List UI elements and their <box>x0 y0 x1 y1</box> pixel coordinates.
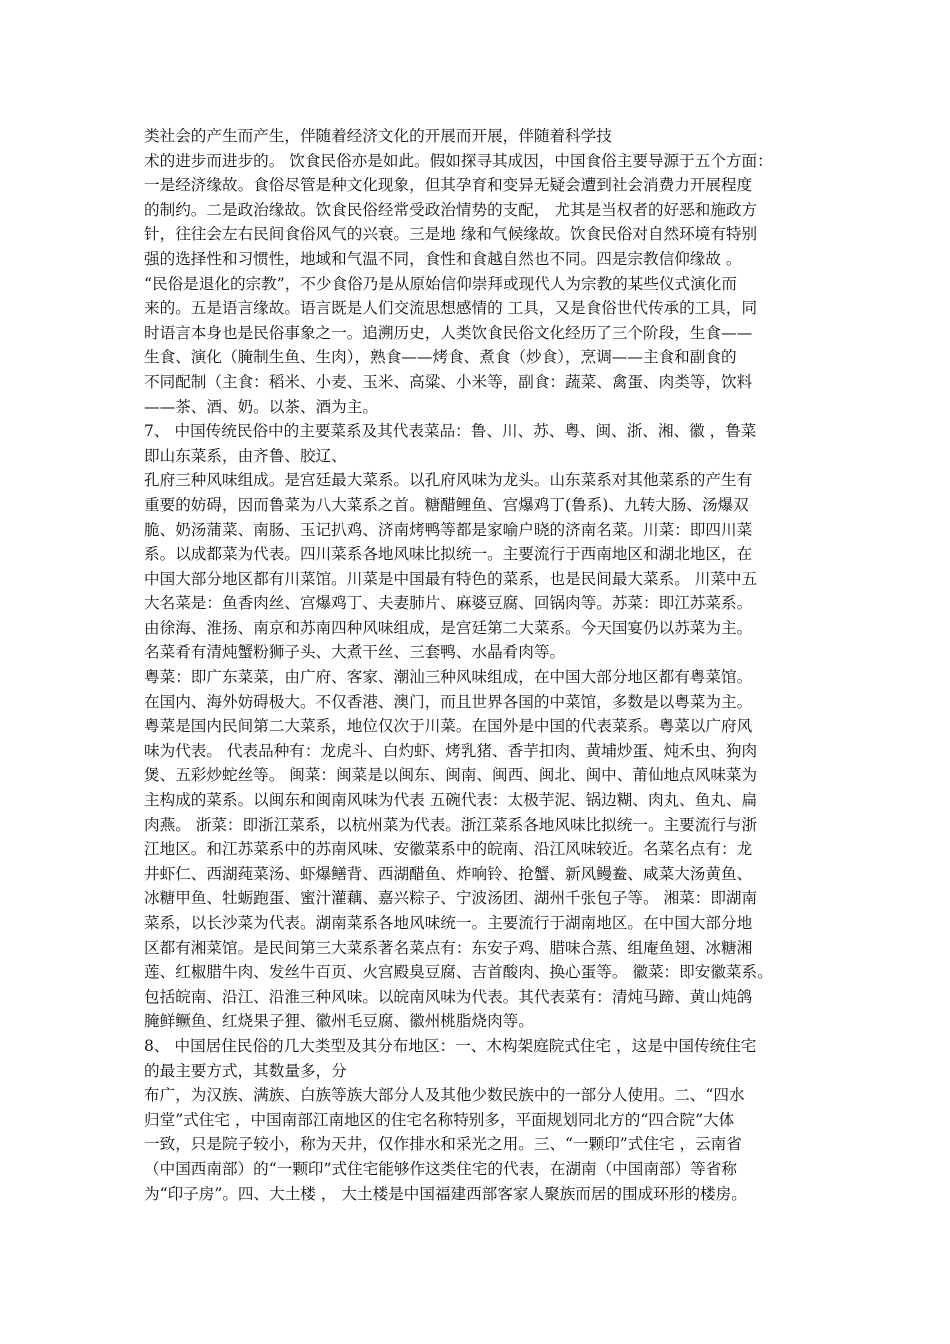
text-line: 时语言本身也是民俗事象之一。追溯历史，人类饮食民俗文化经历了三个阶段，生食—— <box>144 323 753 342</box>
text-line: 菜系，以长沙菜为代表。湖南菜系各地风味统一。主要流行于湖南地区。在中国大部分地 <box>144 914 753 932</box>
text-line: 归堂”式住宅 ，中国南部江南地区的住宅名称特别多，平面规划同北方的“四合院”大体 <box>144 1110 735 1129</box>
text-line: 江地区。和江苏菜系中的苏南风味、安徽菜系中的皖南、沿江风味较近。名菜名点有：龙 <box>144 840 753 859</box>
text-line: 重要的妨碍，因而鲁菜为八大菜系之首。糖醋鲤鱼、宫爆鸡丁(鲁系)、九转大肠、汤爆双 <box>144 495 749 514</box>
text-line: 煲、五彩炒蛇丝等。 闽菜：闽菜是以闽东、闽南、闽西、闽北、闽中、莆仙地点风味菜为 <box>144 766 758 785</box>
text-line: 粤菜：即广东菜菜，由广府、客家、潮汕三种风味组成，在中国大部分地区都有粤菜馆。 <box>144 668 753 687</box>
text-line: ——茶、酒、奶。以茶、酒为主。 <box>144 397 378 416</box>
text-line: 中国大部分地区都有川菜馆。川菜是中国最有特色的菜系，也是民间最大菜系。 川菜中五 <box>144 569 758 588</box>
text-line: 在国内、海外妨碍极大。不仅香港、澳门，而且世界各国的中菜馆，多数是以粤菜为主。 <box>144 692 753 711</box>
text-line: 的制约。二是政治缘故。饮食民俗经常受政治情势的支配， 尤其是当权者的好恶和施政方 <box>144 200 758 219</box>
text-line: 井虾仁、西湖莼菜汤、虾爆鳝背、西湖醋鱼、炸响铃、抢蟹、新风鳗鲞、咸菜大汤黄鱼、 <box>144 864 753 883</box>
text-line: 腌鲜鳜鱼、红烧果子狸、徽州毛豆腐、徽州桃脂烧肉等。 <box>144 1012 534 1031</box>
text-line: 系。以成都菜为代表。四川菜系各地风味比拟统一。主要流行于西南地区和湖北地区，在 <box>144 545 753 564</box>
text-line: 的最主要方式，其数量多，分 <box>144 1061 347 1080</box>
text-line: 味为代表。 代表品种有：龙虎斗、白灼虾、烤乳猪、香芋扣肉、黄埔炒蛋、炖禾虫、狗肉 <box>144 741 758 760</box>
text-line: 生食、演化（腌制生鱼、生肉），熟食——烤食、煮食（炒食），烹调——主食和副食的 <box>144 348 737 367</box>
text-line: 即山东菜系，由齐鲁、胶辽、 <box>144 446 347 465</box>
text-line: 粤菜是国内民间第二大菜系，地位仅次于川菜。在国外是中国的代表菜系。粤菜以广府风 <box>144 717 753 736</box>
text-line: 莲、红椒腊牛肉、发丝牛百页、火宫殿臭豆腐、吉首酸肉、换心蛋等。 徽菜：即安徽菜系。 <box>144 963 773 982</box>
text-line: 一是经济缘故。食俗尽管是种文化现象，但其孕育和变异无疑会遭到社会消费力开展程度 <box>144 176 753 195</box>
text-line: “民俗是退化的宗教”，不少食俗乃是从原始信仰崇拜或现代人为宗教的某些仪式演化而 <box>144 274 737 293</box>
text-line: 类社会的产生而产生，伴随着经济文化的开展而开展，伴随着科学技 <box>144 127 612 145</box>
text-line: 名菜肴有清炖蟹粉狮子头、大煮干丝、三套鸭、水晶肴肉等。 <box>144 643 566 662</box>
text-line: 7、 中国传统民俗中的主要菜系及其代表菜品：鲁、川、苏、粤、闽、浙、湘、徽 ，鲁菜 <box>144 422 757 441</box>
text-line: 肉燕。 浙菜：即浙江菜系，以杭州菜为代表。浙江菜系各地风味比拟统一。主要流行与浙 <box>144 815 758 834</box>
text-line: 一致，只是院子较小，称为天井，仅作排水和采光之用。三、“一颗印”式住宅 ，云南省 <box>144 1135 742 1154</box>
text-line: 主构成的菜系。以闽东和闽南风味为代表 五碗代表：太极芋泥、锅边糊、肉丸、鱼丸、扁 <box>144 791 758 810</box>
text-line: 强的选择性和习惯性，地域和气温不同，食性和食越自然也不同。四是宗教信仰缘故 。 <box>144 249 742 268</box>
text-line: 不同配制（主食：稻米、小麦、玉米、高粱、小米等，副食：蔬菜、禽蛋、肉类等，饮料 <box>144 372 753 391</box>
text-line: 由徐海、淮扬、南京和苏南四种风味组成，是宫廷第二大菜系。今天国宴仍以苏菜为主。 <box>144 618 753 637</box>
text-line: 8、 中国居住民俗的几大类型及其分布地区：一、木构架庭院式住宅 ，这是中国传统住宅 <box>144 1036 757 1055</box>
text-line: 针，往往会左右民间食俗风气的兴衰。三是地 缘和气候缘故。饮食民俗对自然环境有特别 <box>144 225 758 244</box>
text-line: 冰糖甲鱼、牡蛎跑蛋、蜜汁灌藕、嘉兴粽子、宁波汤团、湖州千张包子等。 湘菜：即湖南 <box>144 889 758 908</box>
text-line: 孔府三种风味组成。是宫廷最大菜系。以孔府风味为龙头。山东菜系对其他菜系的产生有 <box>144 471 753 490</box>
text-line: 为“印子房”。四、大土楼 ， 大土楼是中国福建西部客家人聚族而居的围成环形的楼房。 <box>144 1184 747 1203</box>
text-line: （中国西南部）的“一颗印”式住宅能够作这类住宅的代表，在湖南（中国南部）等省称 <box>144 1159 737 1178</box>
text-line: 大名菜是：鱼香肉丝、宫爆鸡丁、夫妻肺片、麻婆豆腐、回锅肉等。苏菜：即江苏菜系。 <box>144 594 753 613</box>
text-line: 脆、奶汤蒲菜、南肠、玉记扒鸡、济南烤鸭等都是家喻户晓的济南名菜。川菜：即四川菜 <box>144 520 753 539</box>
text-line: 术的进步而进步的。 饮食民俗亦是如此。假如探寻其成因，中国食俗主要导源于五个方面： <box>144 151 773 170</box>
document-body <box>144 124 816 1206</box>
text-line: 布广，为汉族、满族、白族等族大部分人及其他少数民族中的一部分人使用。二、“四水 <box>144 1086 745 1105</box>
text-line: 来的。五是语言缘故。语言既是人们交流思想感情的 工具，又是食俗世代传承的工具，同 <box>144 299 758 318</box>
text-line: 区都有湘菜馆。是民间第三大菜系著名菜点有：东安子鸡、腊味合蒸、组庵鱼翅、冰糖湘 <box>144 938 753 957</box>
text-line: 包括皖南、沿江、沿淮三种风味。以皖南风味为代表。其代表菜有：清炖马蹄、黄山炖鸽 <box>144 987 753 1006</box>
